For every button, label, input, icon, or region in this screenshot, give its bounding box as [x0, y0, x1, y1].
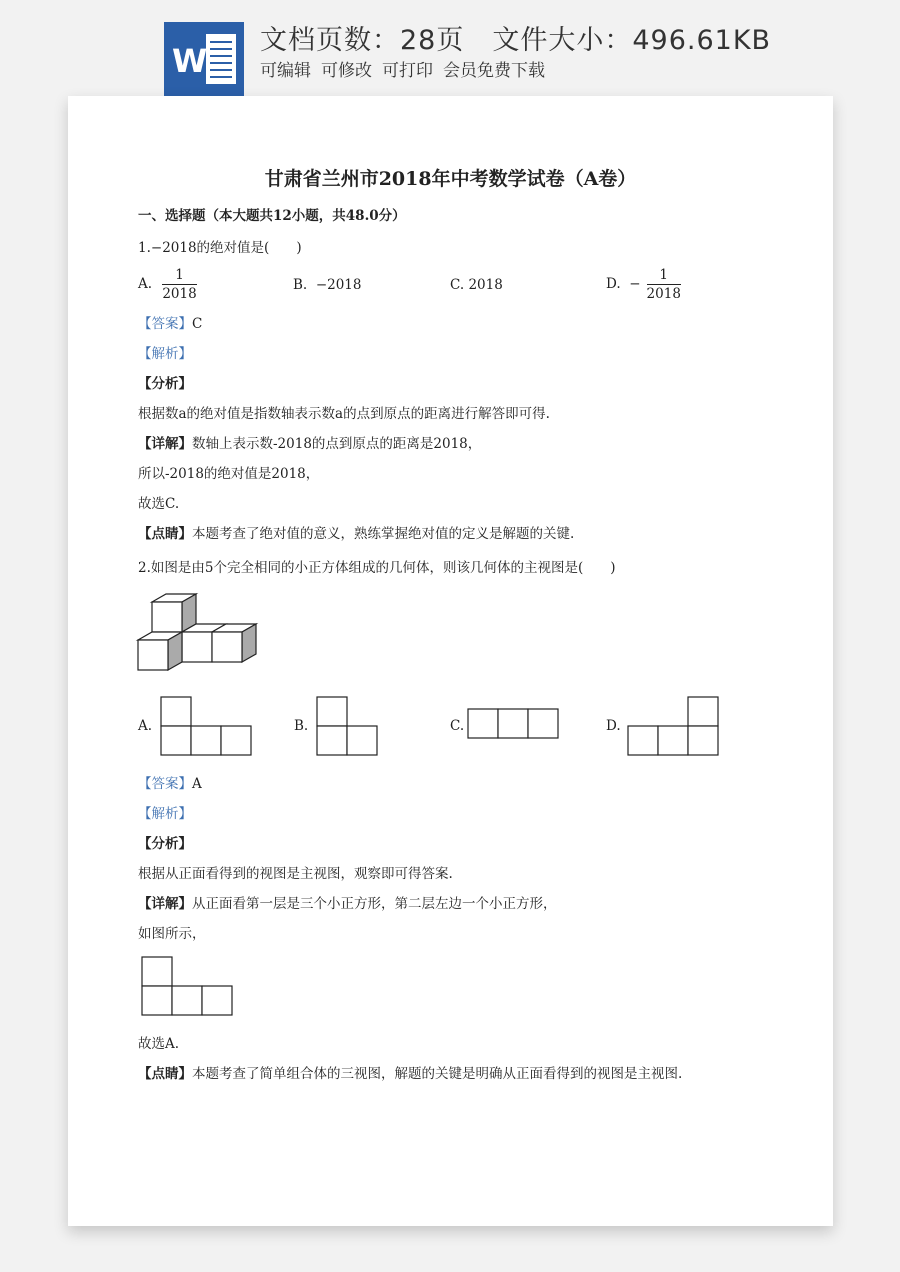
q1-fenxi-tag: 【分析】 [138, 376, 192, 392]
document-page [68, 96, 833, 1226]
word-document-icon [164, 22, 244, 96]
q1-answer: 【答案】C [138, 316, 203, 332]
q2-cube-figure [136, 592, 256, 674]
feature-printable: 可打印 [382, 61, 433, 81]
q1-analysis-tag: 【解析】 [138, 346, 192, 362]
q2-label-a: A. [138, 718, 153, 734]
q1-option-a-fraction: $\frac{1}{2018}$ [162, 267, 197, 302]
file-size: 文件大小：496.61KB [492, 25, 772, 56]
q2-label-c: C. [450, 718, 465, 734]
q2-option-b-figure [316, 696, 378, 756]
q1-comment: 【点睛】本题考查了绝对值的意义，熟练掌握绝对值的定义是解题的关键. [138, 526, 575, 542]
q2-fenxi: 根据从正面看得到的视图是主视图，观察即可得答案. [138, 866, 453, 882]
q1-line2: 所以-2018的绝对值是2018， [138, 466, 320, 482]
page-count: 文档页数：28页 [260, 25, 465, 56]
q2-line2: 如图所示， [138, 926, 206, 942]
q2-line3: 故选A. [138, 1036, 180, 1052]
q1-option-a: A. $\frac{1}{2018}$ [138, 267, 197, 302]
q1-option-c: C. 2018 [450, 277, 503, 293]
q2-answer-figure [141, 956, 233, 1016]
download-banner [0, 0, 900, 100]
word-icon-letter: W [172, 42, 208, 80]
banner-features [260, 56, 555, 81]
q1-fenxi: 根据数a的绝对值是指数轴表示数a的点到原点的距离进行解答即可得. [138, 406, 550, 422]
q1-option-d: D. − $\frac{1}{2018}$ [606, 267, 681, 302]
q2-option-c-figure [467, 708, 559, 740]
feature-member-download: 会员免费下载 [443, 61, 545, 81]
q1-line3: 故选C. [138, 496, 180, 512]
q1-stem: 1.−2018的绝对值是( ) [138, 240, 302, 256]
q2-fenxi-tag: 【分析】 [138, 836, 192, 852]
feature-modifiable: 可修改 [321, 61, 372, 81]
feature-editable: 可编辑 [260, 61, 311, 81]
q1-detail: 【详解】数轴上表示数-2018的点到原点的距离是2018， [138, 436, 482, 452]
q2-answer: 【答案】A [138, 776, 202, 792]
q1-option-d-fraction: $\frac{1}{2018}$ [646, 267, 681, 302]
document-title: 甘肃省兰州市2018年中考数学试卷（A卷） [264, 168, 637, 190]
q2-detail: 【详解】从正面看第一层是三个小正方形，第二层左边一个小正方形， [138, 896, 557, 912]
banner-title [260, 18, 771, 57]
q1-option-b: B. −2018 [293, 277, 362, 293]
q2-analysis-tag: 【解析】 [138, 806, 192, 822]
q2-option-a-figure [160, 696, 252, 756]
q2-comment: 【点睛】本题考查了简单组合体的三视图，解题的关键是明确从正面看得到的视图是主视图. [138, 1066, 683, 1082]
section-heading: 一、选择题（本大题共12小题，共48.0分） [138, 208, 406, 224]
q2-label-b: B. [294, 718, 309, 734]
q2-stem: 2.如图是由5个完全相同的小正方体组成的几何体，则该几何体的主视图是( ) [138, 560, 616, 576]
q2-option-d-figure [627, 696, 719, 756]
q2-label-d: D. [606, 718, 621, 734]
